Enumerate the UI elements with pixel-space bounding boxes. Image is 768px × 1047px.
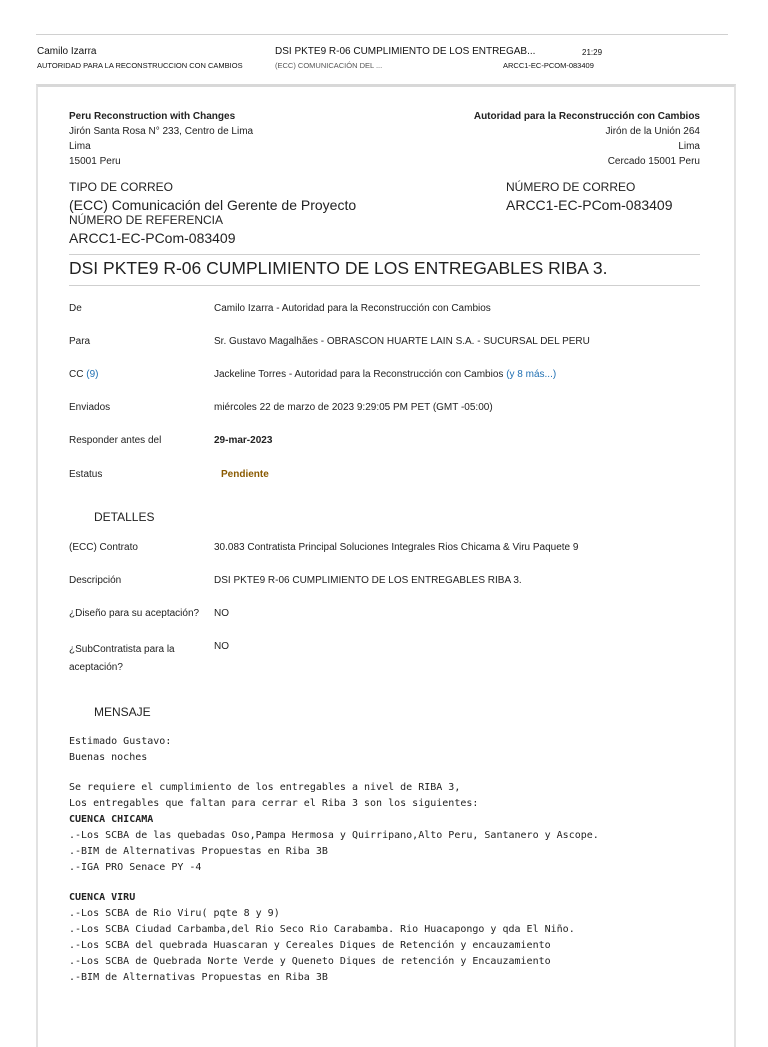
contract-label: (ECC) Contrato [69, 542, 138, 553]
from-address-line3: 15001 Peru [69, 156, 121, 167]
print-header-time: 21:29 [582, 48, 603, 57]
message-line: .-Los SCBA de Rio Viru( pqte 8 y 9) [69, 908, 280, 919]
cc-label-text: CC [69, 369, 84, 380]
to-value: Sr. Gustavo Magalhães - OBRASCON HUARTE LAIN S.A. - SUCURSAL DEL PERU [214, 336, 590, 347]
to-address [474, 109, 700, 169]
message-line: Estimado Gustavo: [69, 736, 172, 747]
from-address-line2: Lima [69, 141, 91, 152]
header-divider [36, 34, 728, 35]
message-line: .-BIM de Alternativas Propuestas en Riba 3B [69, 846, 328, 857]
mail-number-value: ARCC1-EC-PCom-083409 [506, 197, 673, 213]
description-value: DSI PKTE9 R-06 CUMPLIMIENTO DE LOS ENTREGABLES RIBA 3. [214, 575, 522, 586]
status-label: Estatus [69, 469, 103, 480]
mail-number-label: NÚMERO DE CORREO [506, 180, 636, 194]
message-line: .-Los SCBA Ciudad Carbamba,del Rio Seco Rio Carabamba. Rio Huacapongo y qda El Niño. [69, 924, 575, 935]
message-line: .-BIM de Alternativas Propuestas en Riba 3B [69, 972, 328, 983]
subcontractor-label-line2: aceptación? [69, 662, 123, 673]
reply-by-value: 29-mar-2023 [214, 435, 273, 446]
from-address [69, 109, 253, 169]
mail-type-value: (ECC) Comunicación del Gerente de Proyecto [69, 197, 357, 213]
contract-value: 30.083 Contratista Principal Soluciones Integrales Rios Chicama & Viru Paquete 9 [214, 542, 579, 553]
to-address-line1: Jirón de la Unión 264 [605, 126, 700, 137]
cc-more-link[interactable]: (y 8 más...) [506, 369, 557, 380]
cc-first-recipient: Jackeline Torres - Autoridad para la Reconstrucción con Cambios [214, 369, 504, 380]
print-header-type: (ECC) COMUNICACIÓN DEL ... [275, 61, 383, 70]
message-line: Los entregables que faltan para cerrar el Riba 3 son los siguientes: [69, 798, 479, 809]
message-body [69, 734, 599, 986]
subcontractor-acceptance-value: NO [214, 641, 229, 652]
print-header-ref: ARCC1-EC-PCOM-083409 [503, 61, 594, 70]
message-line: .-Los SCBA de Quebrada Norte Verde y Queneto Diques de retención y Encauzamiento [69, 956, 551, 967]
viru-heading: CUENCA VIRU [69, 892, 136, 903]
cc-label [69, 369, 98, 380]
cc-count-link[interactable]: (9) [86, 369, 99, 380]
to-address-line2: Lima [678, 141, 700, 152]
sent-label: Enviados [69, 402, 111, 413]
subcontractor-label-line1: ¿SubContratista para la [69, 644, 175, 655]
reply-by-label: Responder antes del [69, 435, 162, 446]
message-line: .-IGA PRO Senace PY -4 [69, 862, 202, 873]
mail-type-label: TIPO DE CORREO [69, 180, 174, 194]
message-line: Se requiere el cumplimiento de los entregables a nivel de RIBA 3, [69, 782, 461, 793]
chicama-heading: CUENCA CHICAMA [69, 814, 154, 825]
from-value: Camilo Izarra - Autoridad para la Reconstrucción con Cambios [214, 303, 491, 314]
message-line: Buenas noches [69, 752, 148, 763]
from-address-line1: Jirón Santa Rosa N° 233, Centro de Lima [69, 126, 254, 137]
subcontractor-acceptance-label [69, 641, 175, 677]
print-header-org: AUTORIDAD PARA LA RECONSTRUCCION CON CAMBIOS [37, 61, 243, 70]
details-section-title: DETALLES [94, 510, 155, 524]
design-acceptance-value: NO [214, 608, 229, 619]
message-line: .-Los SCBA del quebrada Huascaran y Cereales Diques de Retención y encauzamiento [69, 940, 551, 951]
design-acceptance-label: ¿Diseño para su aceptación? [69, 608, 200, 619]
from-address-name: Peru Reconstruction with Changes [69, 111, 236, 122]
print-header-sender: Camilo Izarra [37, 46, 97, 57]
status-badge: Pendiente [221, 469, 269, 480]
message-line: .-Los SCBA de las quebadas Oso,Pampa Hermosa y Quirripano,Alto Peru, Santanero y Ascope. [69, 830, 599, 841]
description-label: Descripción [69, 575, 122, 586]
mail-ref-value: ARCC1-EC-PCom-083409 [69, 230, 236, 246]
from-label: De [69, 303, 82, 314]
mail-ref-label: NÚMERO DE REFERENCIA [69, 213, 224, 227]
divider [69, 285, 700, 286]
print-header-subject: DSI PKTE9 R-06 CUMPLIMIENTO DE LOS ENTREGAB... [275, 46, 536, 57]
divider [69, 254, 700, 255]
to-address-name: Autoridad para la Reconstrucción con Cambios [473, 111, 700, 122]
to-label: Para [69, 336, 91, 347]
message-section-title: MENSAJE [94, 705, 151, 719]
to-address-line3: Cercado 15001 Peru [607, 156, 700, 167]
mail-subject: DSI PKTE9 R-06 CUMPLIMIENTO DE LOS ENTREGABLES RIBA 3. [69, 258, 608, 278]
sent-value: miércoles 22 de marzo de 2023 9:29:05 PM PET (GMT -05:00) [214, 402, 493, 413]
cc-value [214, 369, 556, 380]
